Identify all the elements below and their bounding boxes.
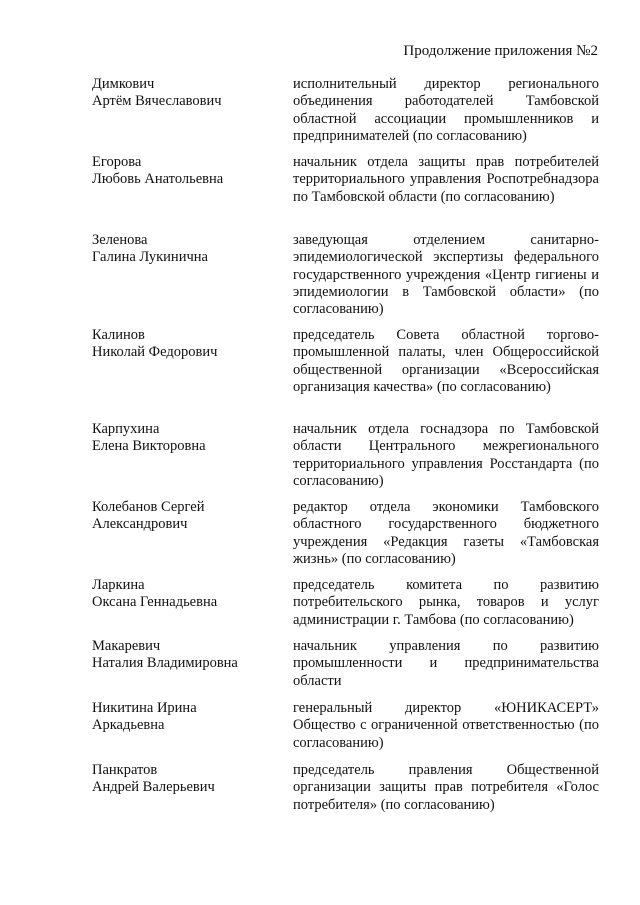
member-surname: Макаревич [92,638,161,654]
member-role: редактор отдела экономики Тамбовского областного государственного бюджетного учреждения «Редакция газеты «Тамбовская жизнь» (по согласованию) [293,499,599,567]
member-name [92,421,272,455]
member-surname: Димкович [92,76,155,92]
member-name [92,638,272,672]
member-given-names: Александрович [92,516,188,532]
member-surname: Егорова [92,154,142,170]
member-given-names: Артём Вячеславович [92,93,222,109]
member-surname: Никитина Ирина [92,700,197,716]
member-given-names: Наталия Владимировна [92,655,238,671]
member-name [92,232,272,266]
member-name [92,499,272,533]
member-given-names: Галина Лукинична [92,249,208,265]
member-role: начальник управления по развитию промышленности и предпринимательства области [293,638,599,689]
member-role: начальник отдела госнадзора по Тамбовской области Центрального межрегионального территориального управления Росстандарта (по согласованию) [293,421,599,489]
member-name [92,700,272,734]
member-role: генеральный директор «ЮНИКАСЕРТ» Общество с ограниченной ответственностью (по согласованию) [293,700,599,751]
member-surname: Колебанов Сергей [92,499,205,515]
member-role: заведующая отделением санитарно-эпидемиологической экспертизы федерального государственного учреждения «Центр гигиены и эпидемиологии в Тамбовской области» (по согласованию) [293,232,599,318]
member-role: председатель Совета областной торгово-промышленной палаты, член Общероссийской общественной организации «Всероссийская организация качества» (по согласованию) [293,327,599,395]
member-name [92,154,272,188]
member-surname: Калинов [92,327,145,343]
member-name [92,76,272,110]
appendix-continuation-header: Продолжение приложения №2 [403,43,598,59]
member-name [92,327,272,361]
member-given-names: Андрей Валерьевич [92,779,215,795]
member-surname: Зеленова [92,232,148,248]
member-name [92,762,272,796]
member-given-names: Любовь Анатольевна [92,171,224,187]
member-given-names: Оксана Геннадьевна [92,594,218,610]
member-surname: Панкратов [92,762,158,778]
member-role: исполнительный директор регионального объединения работодателей Тамбовской областной ассоциации промышленников и предпринимателей (по согласованию) [293,76,599,144]
member-given-names: Елена Викторовна [92,438,206,454]
member-role: председатель правления Общественной организации защиты прав потребителя «Голос потребителя» (по согласованию) [293,762,599,813]
member-surname: Карпухина [92,421,160,437]
member-given-names: Аркадьевна [92,717,165,733]
member-surname: Ларкина [92,577,145,593]
member-name [92,577,272,611]
member-role: председатель комитета по развитию потребительского рынка, товаров и услуг администрации г. Тамбова (по согласованию) [293,577,599,628]
member-role: начальник отдела защиты прав потребителей территориального управления Роспотребнадзора по Тамбовской области (по согласованию) [293,154,599,205]
member-given-names: Николай Федорович [92,344,218,360]
